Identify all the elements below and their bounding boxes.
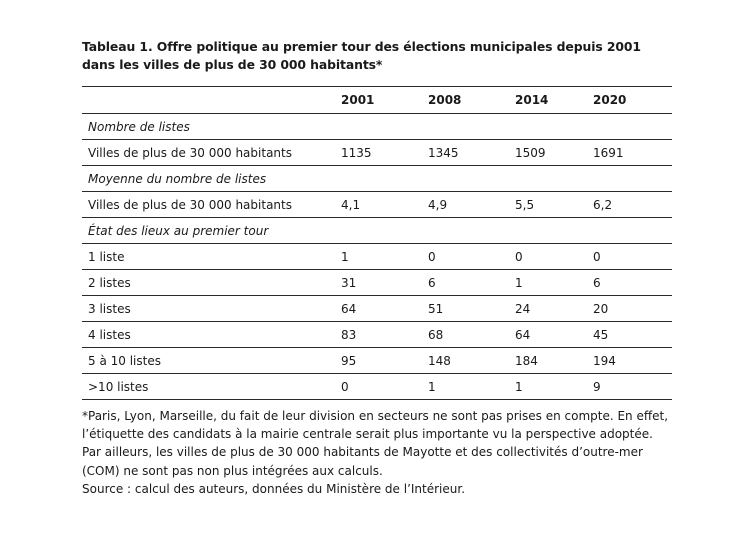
table-cell: 68 xyxy=(422,322,509,348)
table-cell: 1 xyxy=(422,374,509,400)
table-row xyxy=(82,244,672,270)
table-cell: 1 xyxy=(335,244,422,270)
table-cell: 0 xyxy=(587,244,672,270)
header-cell-year: 2020 xyxy=(587,87,672,114)
header-cell xyxy=(82,87,335,114)
data-table xyxy=(82,86,672,400)
header-cell-year: 2008 xyxy=(422,87,509,114)
table-row xyxy=(82,374,672,400)
table-cell: 9 xyxy=(587,374,672,400)
table-caption: Tableau 1. Offre politique au premier tour des élections municipales depuis 2001 dans les villes de plus de 30 000 habitants* xyxy=(82,39,641,72)
section-header-row xyxy=(82,114,672,140)
table-cell: 148 xyxy=(422,348,509,374)
table-cell: 24 xyxy=(509,296,587,322)
table-cell: 45 xyxy=(587,322,672,348)
table-row xyxy=(82,348,672,374)
table-cell: 194 xyxy=(587,348,672,374)
source-note: Source : calcul des auteurs, données du Ministère de l’Intérieur. xyxy=(82,481,466,496)
header-cell-year: 2001 xyxy=(335,87,422,114)
row-label: 3 listes xyxy=(82,296,335,322)
table-cell: 1 xyxy=(509,270,587,296)
section-header-row xyxy=(82,218,672,244)
row-label: 5 à 10 listes xyxy=(82,348,335,374)
table-cell: 51 xyxy=(422,296,509,322)
section-title: État des lieux au premier tour xyxy=(82,218,672,244)
table-cell: 0 xyxy=(509,244,587,270)
table-cell: 6,2 xyxy=(587,192,672,218)
row-label: 4 listes xyxy=(82,322,335,348)
header-row xyxy=(82,87,672,114)
row-label: 2 listes xyxy=(82,270,335,296)
section-header-row xyxy=(82,166,672,192)
section-title: Nombre de listes xyxy=(82,114,672,140)
table-cell: 31 xyxy=(335,270,422,296)
table-cell: 64 xyxy=(335,296,422,322)
table-cell: 1135 xyxy=(335,140,422,166)
table-cell: 184 xyxy=(509,348,587,374)
table-cell: 4,9 xyxy=(422,192,509,218)
row-label: Villes de plus de 30 000 habitants xyxy=(82,192,335,218)
table-notes xyxy=(82,407,672,498)
header-cell-year: 2014 xyxy=(509,87,587,114)
row-label: >10 listes xyxy=(82,374,335,400)
table-row xyxy=(82,322,672,348)
table-cell: 1691 xyxy=(587,140,672,166)
table-cell: 1345 xyxy=(422,140,509,166)
row-label: 1 liste xyxy=(82,244,335,270)
table-cell: 1509 xyxy=(509,140,587,166)
table-cell: 1 xyxy=(509,374,587,400)
section-title: Moyenne du nombre de listes xyxy=(82,166,672,192)
table-cell: 5,5 xyxy=(509,192,587,218)
row-label: Villes de plus de 30 000 habitants xyxy=(82,140,335,166)
footnote: *Paris, Lyon, Marseille, du fait de leur division en secteurs ne sont pas prises en compte. En effet, l’étiquette des candidats à la mairie centrale serait plus importante vu la perspective adoptée. Par ailleurs, les villes de plus de 30 000 habitants de Mayotte et des collectivités d’outre-mer (COM) ne sont pas non plus intégrées aux calculs. xyxy=(82,409,669,478)
table-cell: 95 xyxy=(335,348,422,374)
table-cell: 64 xyxy=(509,322,587,348)
table-cell: 6 xyxy=(422,270,509,296)
table-cell: 20 xyxy=(587,296,672,322)
document xyxy=(82,38,672,498)
table-row xyxy=(82,270,672,296)
table-cell: 0 xyxy=(422,244,509,270)
table-cell: 0 xyxy=(335,374,422,400)
table-cell: 4,1 xyxy=(335,192,422,218)
table-row xyxy=(82,296,672,322)
table-cell: 83 xyxy=(335,322,422,348)
table-cell: 6 xyxy=(587,270,672,296)
table-row xyxy=(82,192,672,218)
table-row xyxy=(82,140,672,166)
